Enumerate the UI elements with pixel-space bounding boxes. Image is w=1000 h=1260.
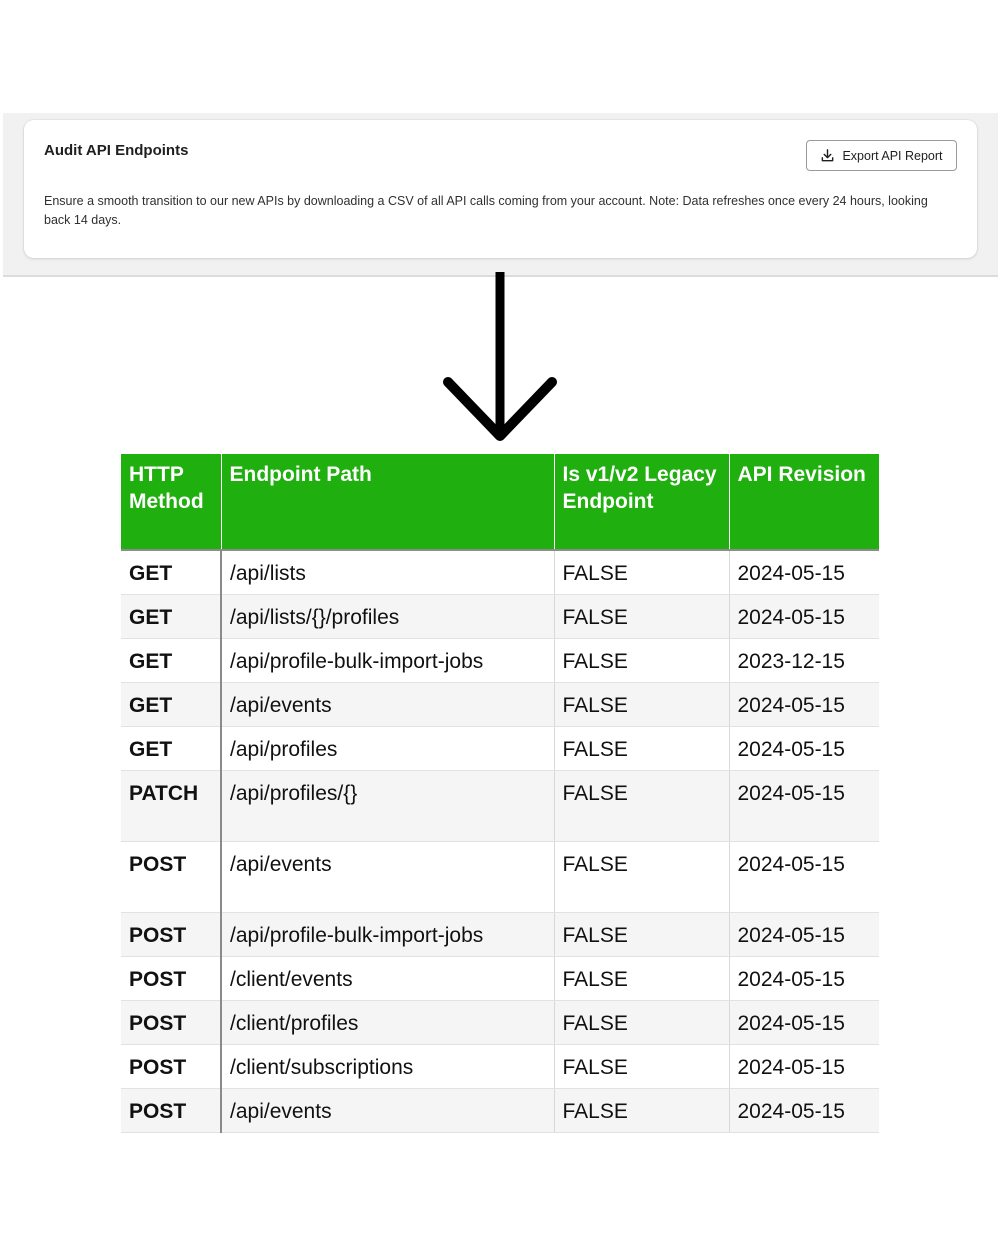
cell-method: POST [121, 912, 221, 956]
cell-legacy: FALSE [554, 912, 729, 956]
cell-legacy: FALSE [554, 550, 729, 594]
cell-path: /client/subscriptions [221, 1044, 554, 1088]
card-description: Ensure a smooth transition to our new APIs by downloading a CSV of all API calls coming from your account. Note: Data refreshes once every 24 hours, looking back 14 days. [44, 194, 928, 227]
cell-path: /client/profiles [221, 1000, 554, 1044]
cell-method: GET [121, 638, 221, 682]
cell-revision: 2024-05-15 [729, 594, 879, 638]
arrow-down-icon [440, 272, 560, 452]
cell-revision: 2024-05-15 [729, 1044, 879, 1088]
table-header-row [121, 454, 879, 550]
cell-legacy: FALSE [554, 682, 729, 726]
cell-revision: 2024-05-15 [729, 841, 879, 912]
cell-method: POST [121, 1000, 221, 1044]
cell-revision: 2024-05-15 [729, 550, 879, 594]
export-api-report-button[interactable] [806, 140, 957, 171]
cell-legacy: FALSE [554, 841, 729, 912]
cell-revision: 2024-05-15 [729, 770, 879, 841]
header-api-revision: API Revision [729, 454, 879, 550]
cell-path: /api/lists [221, 550, 554, 594]
cell-legacy: FALSE [554, 726, 729, 770]
cell-method: POST [121, 956, 221, 1000]
header-http-method: HTTP Method [121, 454, 221, 550]
cell-path: /api/profiles [221, 726, 554, 770]
export-button-label: Export API Report [842, 148, 943, 163]
cell-legacy: FALSE [554, 594, 729, 638]
table-row [121, 1000, 879, 1044]
cell-path: /api/lists/{}/profiles [221, 594, 554, 638]
cell-method: GET [121, 726, 221, 770]
table-row [121, 726, 879, 770]
cell-method: GET [121, 594, 221, 638]
table-row [121, 841, 879, 912]
cell-revision: 2024-05-15 [729, 1088, 879, 1132]
cell-revision: 2024-05-15 [729, 682, 879, 726]
table-row [121, 682, 879, 726]
cell-revision: 2024-05-15 [729, 956, 879, 1000]
cell-path: /api/events [221, 841, 554, 912]
cell-revision: 2024-05-15 [729, 1000, 879, 1044]
cell-revision: 2023-12-15 [729, 638, 879, 682]
table-row [121, 550, 879, 594]
cell-revision: 2024-05-15 [729, 726, 879, 770]
table-row [121, 770, 879, 841]
table-row [121, 1044, 879, 1088]
table-row [121, 1088, 879, 1132]
cell-path: /api/profile-bulk-import-jobs [221, 638, 554, 682]
cell-legacy: FALSE [554, 1044, 729, 1088]
cell-method: PATCH [121, 770, 221, 841]
cell-path: /api/profiles/{} [221, 770, 554, 841]
cell-legacy: FALSE [554, 1000, 729, 1044]
header-legacy-endpoint: Is v1/v2 Legacy Endpoint [554, 454, 729, 550]
download-icon [820, 148, 835, 163]
cell-path: /api/events [221, 1088, 554, 1132]
cell-method: POST [121, 841, 221, 912]
audit-api-card [24, 120, 977, 258]
card-title: Audit API Endpoints [44, 142, 189, 159]
cell-method: POST [121, 1044, 221, 1088]
table-row [121, 912, 879, 956]
cell-method: GET [121, 682, 221, 726]
table-row [121, 956, 879, 1000]
cell-legacy: FALSE [554, 770, 729, 841]
api-endpoints-table [121, 454, 879, 1133]
cell-revision: 2024-05-15 [729, 912, 879, 956]
cell-path: /client/events [221, 956, 554, 1000]
cell-path: /api/profile-bulk-import-jobs [221, 912, 554, 956]
cell-method: POST [121, 1088, 221, 1132]
cell-legacy: FALSE [554, 1088, 729, 1132]
cell-legacy: FALSE [554, 956, 729, 1000]
cell-method: GET [121, 550, 221, 594]
cell-path: /api/events [221, 682, 554, 726]
table-row [121, 594, 879, 638]
table-row [121, 638, 879, 682]
header-endpoint-path: Endpoint Path [221, 454, 554, 550]
cell-legacy: FALSE [554, 638, 729, 682]
